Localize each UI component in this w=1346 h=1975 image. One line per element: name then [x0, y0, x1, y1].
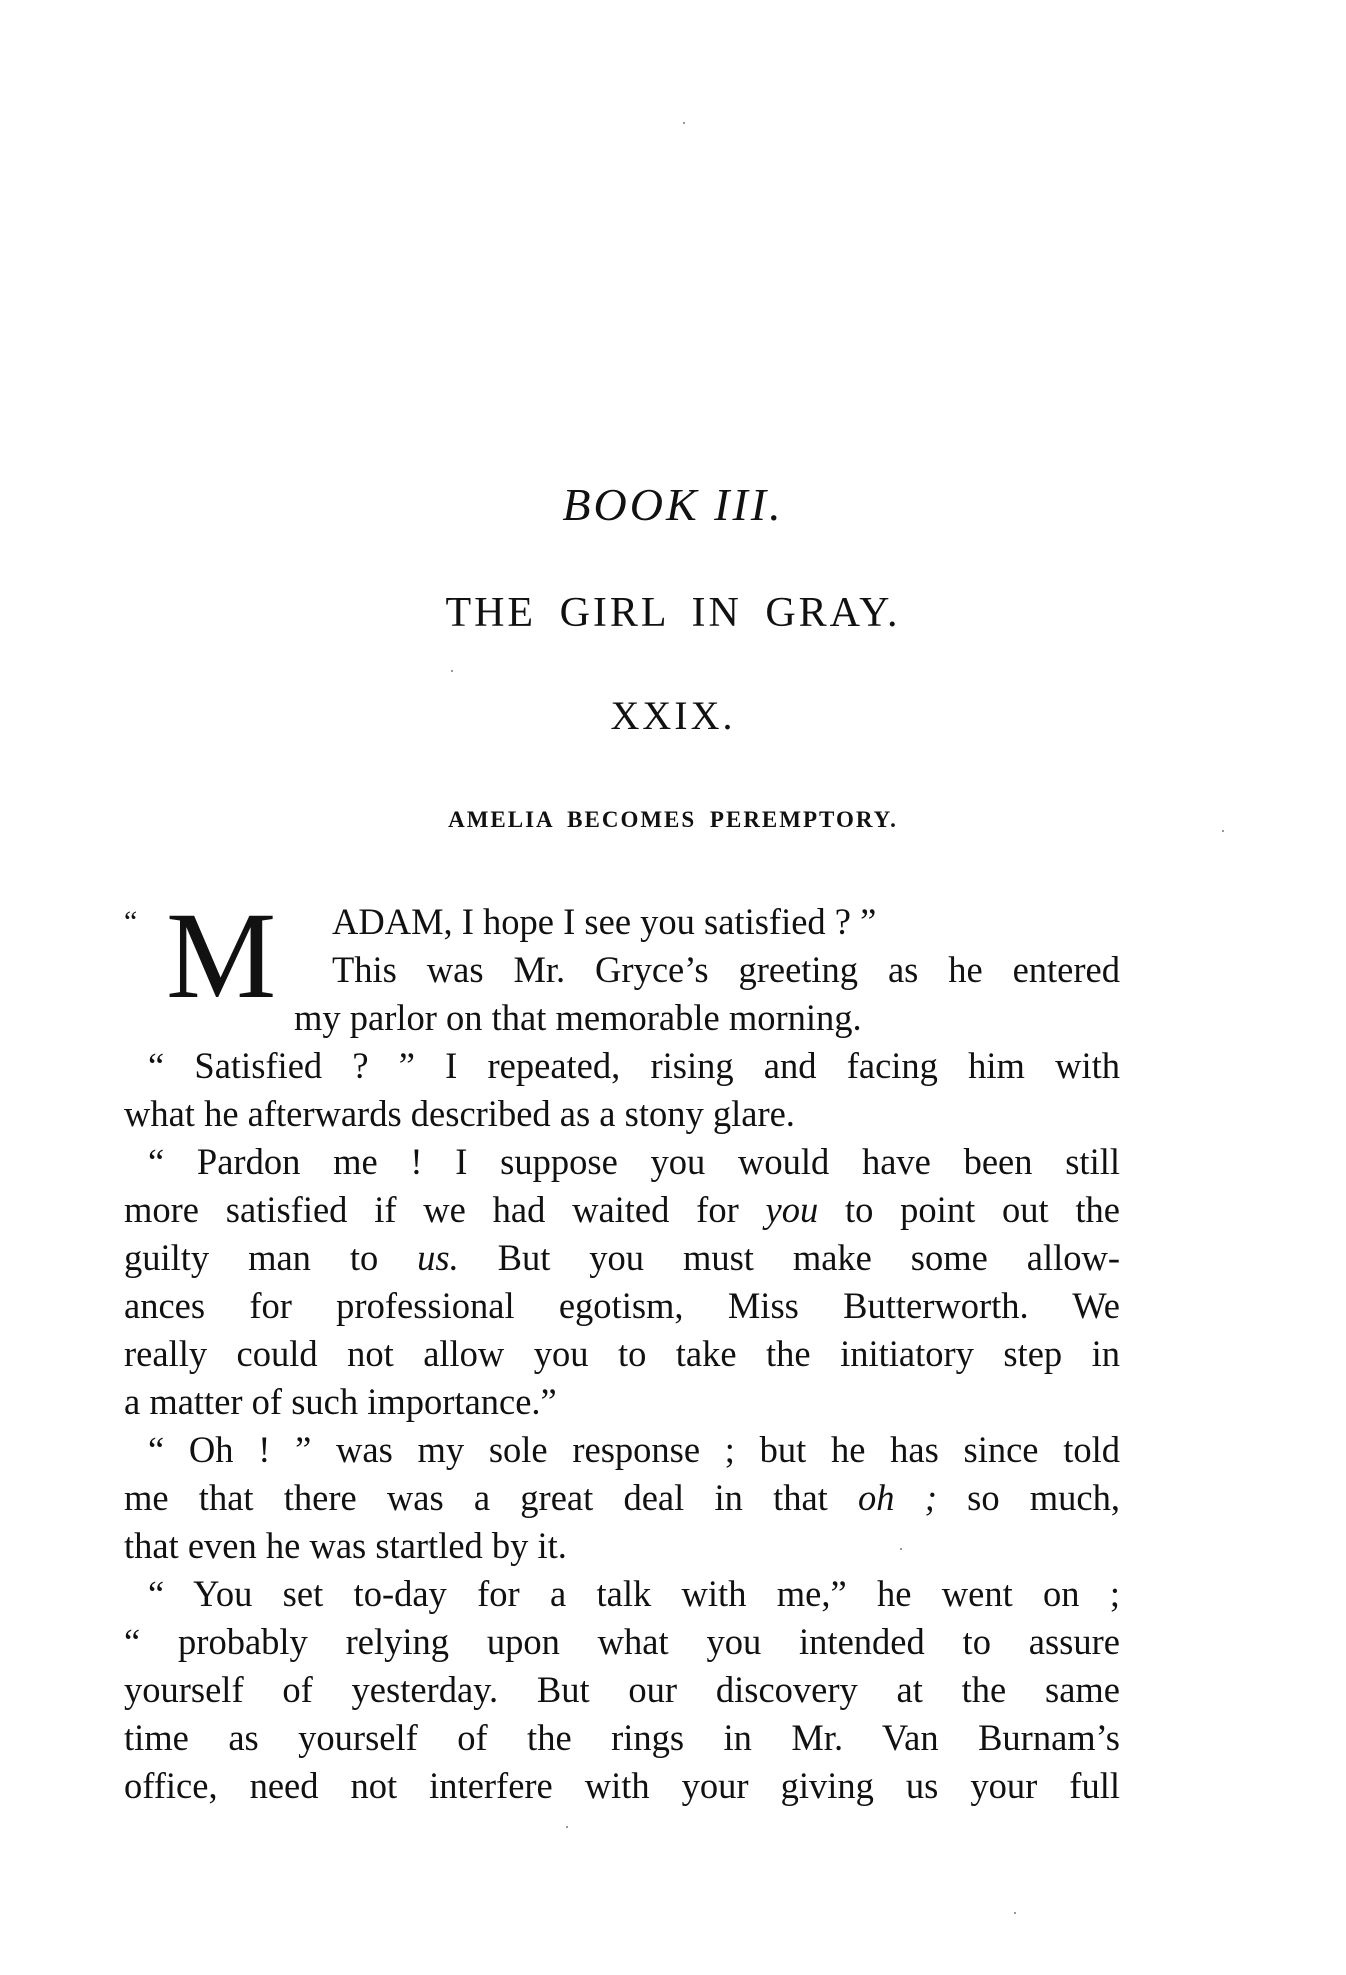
- text-line: really could not allow you to take the initiatory step in: [124, 1333, 1120, 1374]
- opening-quote-mark: “: [124, 905, 138, 938]
- text-line: ADAM, I hope I see you satisfied ? ”: [332, 901, 877, 942]
- part-heading: THE GIRL IN GRAY.: [445, 590, 901, 636]
- chapter-title: AMELIA BECOMES PEREMPTORY.: [448, 807, 898, 832]
- text-line: a matter of such importance.”: [124, 1381, 557, 1422]
- paper-speck: [900, 1548, 902, 1550]
- text-line: “ probably relying upon what you intended to assure: [124, 1621, 1120, 1662]
- text-line: ances for professional egotism, Miss Butterworth. We: [124, 1285, 1120, 1326]
- chapter-body: [124, 887, 1121, 1810]
- italic-word: us.: [417, 1237, 459, 1278]
- paper-speck: [566, 1826, 568, 1828]
- text-line: “ Oh ! ” was my sole response ; but he has since told: [148, 1429, 1120, 1470]
- paper-speck: [451, 670, 453, 672]
- text-segment: guilty man to: [124, 1237, 418, 1278]
- text-line: time as yourself of the rings in Mr. Van Burnam’s: [124, 1717, 1120, 1758]
- text-segment: more satisfied if we had waited for: [124, 1189, 766, 1230]
- paper-speck: [683, 122, 685, 124]
- chapter-number: XXIX.: [610, 693, 736, 738]
- text-segment: But you must make some allow-: [458, 1237, 1120, 1278]
- text-line: what he afterwards described as a stony glare.: [124, 1093, 795, 1134]
- italic-word: oh ;: [858, 1477, 937, 1518]
- text-line: “ Satisfied ? ” I repeated, rising and facing him with: [148, 1045, 1120, 1086]
- drop-cap-letter: M: [166, 887, 277, 1024]
- text-line: yourself of yesterday. But our discovery at the same: [124, 1669, 1120, 1710]
- italic-word: you: [765, 1189, 819, 1230]
- book-heading: BOOK III.: [562, 479, 784, 530]
- text-line: that even he was startled by it.: [124, 1525, 567, 1566]
- text-line: office, need not interfere with your giving us your full: [124, 1765, 1120, 1806]
- text-line: “ You set to-day for a talk with me,” he went on ;: [148, 1573, 1120, 1614]
- text-line: [124, 1474, 1120, 1522]
- text-line: [124, 1234, 1120, 1282]
- text-segment: so much,: [936, 1477, 1121, 1518]
- text-line: “ Pardon me ! I suppose you would have been still: [148, 1141, 1120, 1182]
- paper-speck: [1014, 1912, 1016, 1914]
- text-line: my parlor on that memorable morning.: [294, 997, 862, 1038]
- text-segment: me that there was a great deal in that: [124, 1477, 859, 1518]
- text-line: This was Mr. Gryce’s greeting as he entered: [332, 949, 1120, 990]
- text-line: [124, 1186, 1120, 1234]
- paper-speck: [1222, 830, 1224, 832]
- text-segment: to point out the: [818, 1189, 1120, 1230]
